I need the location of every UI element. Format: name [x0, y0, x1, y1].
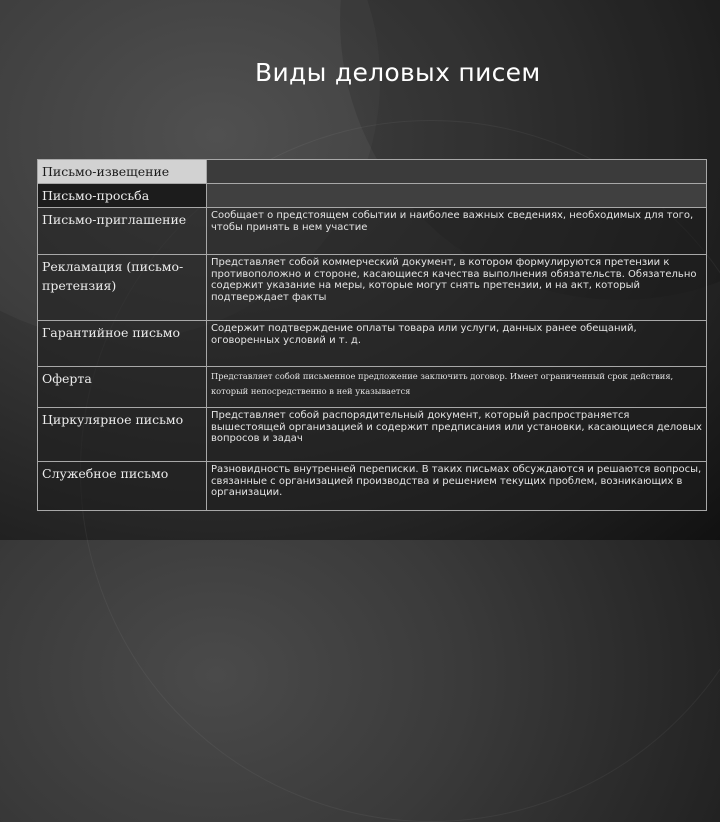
table-row — [38, 462, 707, 511]
letter-type-name: Оферта — [38, 367, 207, 408]
letter-type-name: Письмо-извещение — [38, 160, 207, 184]
letter-type-description: Содержит подтверждение оплаты товара или услуги, данных ранее обещаний, оговоренных условий и т. д. — [207, 321, 707, 367]
letter-type-name: Циркулярное письмо — [38, 408, 207, 462]
letter-type-description — [207, 184, 707, 208]
table-row — [38, 208, 707, 255]
letter-type-description — [207, 160, 707, 184]
letter-type-name: Письмо-просьба — [38, 184, 207, 208]
letter-type-name: Рекламация (письмо-претензия) — [38, 255, 207, 321]
slide-title: Виды деловых писем — [255, 58, 541, 87]
letter-type-description: Представляет собой распорядительный документ, который распространяется вышестоящей организацией и содержит предписания или установки, касающиеся деловых вопросов и задач — [207, 408, 707, 462]
table-row — [38, 184, 707, 208]
letter-type-description: Разновидность внутренней переписки. В таких письмах обсуждаются и решаются вопросы, связанные с организацией производства и решением текущих проблем, возникающих в организации. — [207, 462, 707, 511]
letter-type-name: Гарантийное письмо — [38, 321, 207, 367]
table-row — [38, 160, 707, 184]
letter-type-name: Письмо-приглашение — [38, 208, 207, 255]
letter-type-name: Служебное письмо — [38, 462, 207, 511]
letter-type-description: Представляет собой письменное предложение заключить договор. Имеет ограниченный срок действия, который непосредственно в ней указывается — [207, 367, 707, 408]
letter-types-table — [37, 159, 707, 511]
table-row — [38, 321, 707, 367]
table-row — [38, 408, 707, 462]
table-row — [38, 255, 707, 321]
letter-type-description: Сообщает о предстоящем событии и наиболее важных сведениях, необходимых для того, чтобы принять в нем участие — [207, 208, 707, 255]
table-row — [38, 367, 707, 408]
letter-type-description: Представляет собой коммерческий документ, в котором формулируются претензии к противоположно и стороне, касающиеся качества выполнения обязательств. Обязательно содержит указание на меры, которые могут снять претензии, и на акт, который подтверждает факты — [207, 255, 707, 321]
